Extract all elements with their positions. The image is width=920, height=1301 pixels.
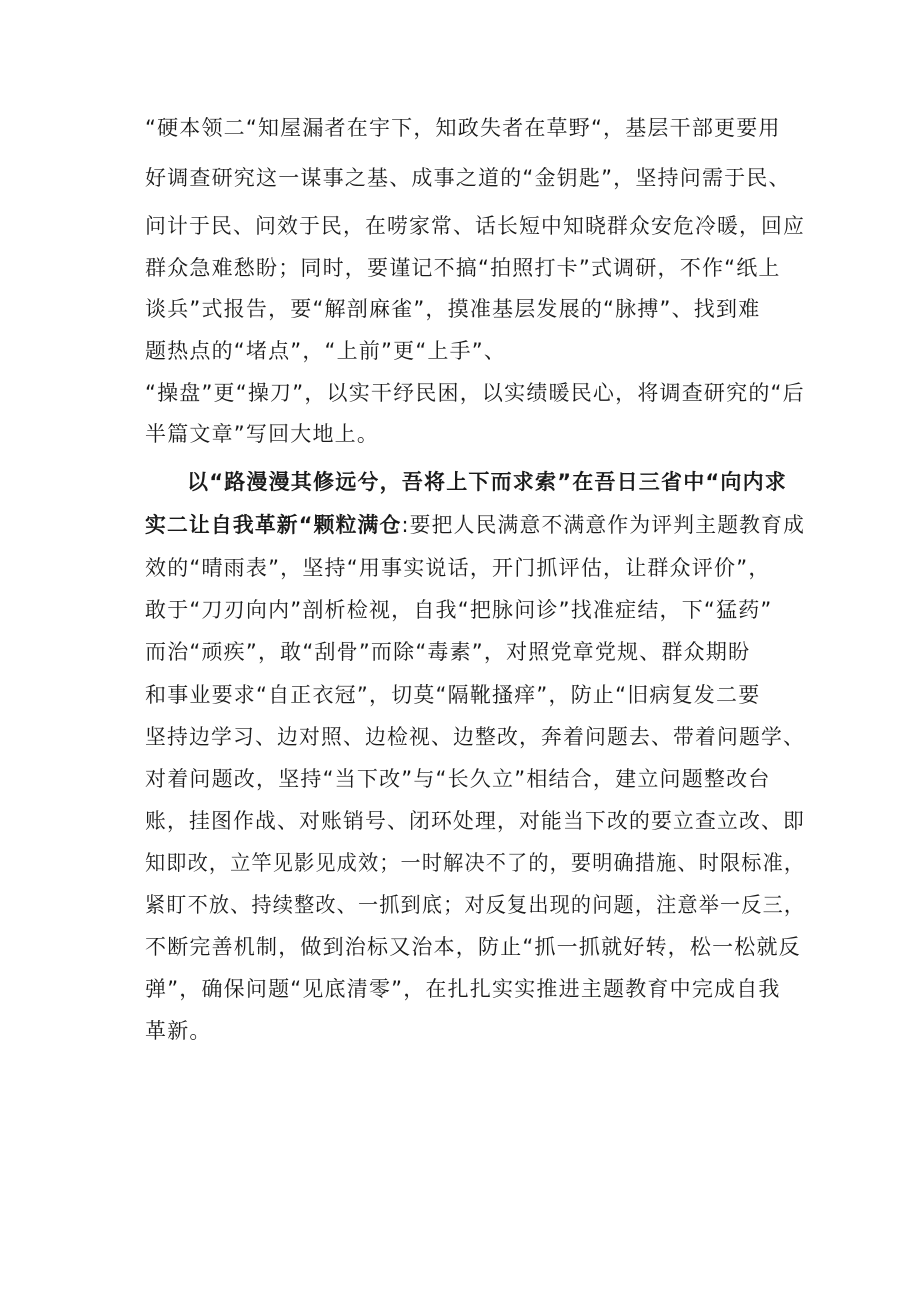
paragraph-2-line-5: 而治“顽疾”，敢“刮骨”而除“毒素”，对照党章党规、群众期盼 <box>145 640 751 664</box>
paragraph-2-line-8: 对着问题改，坚持“当下改”与“长久立”相结合，建立问题整改台 <box>145 767 771 791</box>
paragraph-1-line-5: 谈兵”式报告，要“解剖麻雀”，摸准基层发展的“脉搏”、找到难 <box>145 297 761 321</box>
paragraph-2-line-6: 和事业要求“自正衣冠”，切莫“隔靴搔痒”，防止“旧病复发二要 <box>145 683 761 707</box>
paragraph-1-line-1: “硬本领二“知屋漏者在宇下，知政失者在草野“，基层干部更要用 <box>145 116 781 140</box>
paragraph-1-line-2: 好调查研究这一谋事之基、成事之道的“金钥匙”，坚持问需于民、 <box>145 166 791 190</box>
paragraph-1-line-6: 题热点的“堵点”，“上前”更“上手”、 <box>145 339 507 363</box>
paragraph-2-line-11: 紧盯不放、持续整改、一抓到底；对反复出现的问题，注意举一反三， <box>145 893 806 917</box>
paragraph-2-heading-line-1: 以“路漫漫其修远兮，吾将上下而求索”在吾日三省中“向内求 <box>187 470 788 494</box>
paragraph-2-line-14: 革新。 <box>145 1019 212 1043</box>
paragraph-1-line-7: “操盘”更“操刀”，以实干纾民困，以实绩暖民心，将调查研究的“后 <box>145 381 805 405</box>
paragraph-2-line-2 <box>145 510 805 540</box>
paragraph-2-line-12: 不断完善机制，做到治标又治本，防止“抓一抓就好转，松一松就反 <box>145 935 801 959</box>
paragraph-2-line-10: 知即改，立竿见影见成效；一时解决不了的，要明确措施、时限标准， <box>145 851 806 875</box>
paragraph-1-line-8: 半篇文章”写回大地上。 <box>145 422 380 446</box>
paragraph-1-line-4: 群众急难愁盼；同时，要谨记不搞“拍照打卡”式调研，不作“纸上 <box>145 256 781 280</box>
paragraph-2-line-4: 敢于“刀刃向内”剖析检视，自我“把脉问诊”找准症结，下“猛药” <box>145 598 773 622</box>
paragraph-2-line-9: 账，挂图作战、对账销号、闭环处理，对能当下改的要立查立改、即 <box>145 809 806 833</box>
paragraph-2-line-7: 坚持边学习、边对照、边检视、边整改，奔着问题去、带着问题学、 <box>145 725 806 749</box>
paragraph-2-line-3: 效的“晴雨表”，坚持“用事实说话，开门抓评估，让群众评价”， <box>145 556 771 580</box>
paragraph-2-line-2-rest: :要把人民满意不满意作为评判主题教育成 <box>401 513 806 537</box>
paragraph-1-line-3: 问计于民、问效于民，在唠家常、话长短中知晓群众安危冷暖，回应 <box>145 214 806 238</box>
paragraph-2-heading-line-2: 实二让自我革新“颗粒满仓 <box>145 513 402 537</box>
paragraph-2-line-13: 弹”，确保问题“见底清零”，在扎扎实实推进主题教育中完成自我 <box>145 977 781 1001</box>
